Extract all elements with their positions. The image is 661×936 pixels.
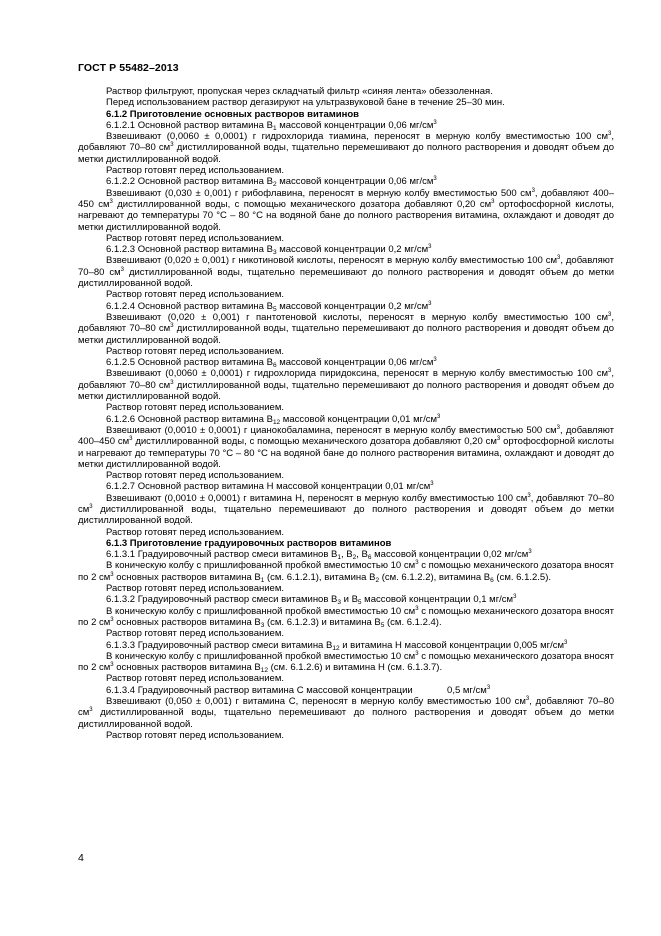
paragraph: Раствор готовят перед использованием. xyxy=(106,729,284,741)
section-heading: 6.1.3 Приготовление градуировочных растворов витаминов xyxy=(106,537,392,549)
page-number: 4 xyxy=(78,852,84,864)
paragraph: Перед использованием раствор дегазируют на ультразвуковой бане в течение 25–30 мин. xyxy=(106,97,505,109)
document-header: ГОСТ Р 55482–2013 xyxy=(78,62,179,74)
paragraph: Раствор готовят перед использованием. xyxy=(106,289,284,301)
paragraph: В коническую колбу с пришлифованной пробкой вместимостью 10 $см^3$ с помощью механического дозатора вносят по 2 $см^3$ основных растворов витамина $B_1$ (см. 6.1.2.1), витамина $B_2$ (см. 6.1.2.2), витамина $B_6$ (см. 6.1.2.5). xyxy=(78,560,615,584)
paragraph: Раствор готовят перед использованием. xyxy=(106,345,284,357)
paragraph: 6.1.2.1 Основной раствор витамина $B_1$ массовой концентрации 0,06 $мг/см^3$ xyxy=(106,119,437,132)
paragraph: 6.1.3.4 Градуировочный раствор витамина C массовой концентрации 0,5 $мг/см^3$ xyxy=(106,684,491,696)
paragraph: 6.1.2.5 Основной раствор витамина $B_6$ массовой концентрации 0,06 $мг/см^3$ xyxy=(106,357,437,370)
paragraph: Раствор готовят перед использованием. xyxy=(106,165,284,177)
paragraph: В коническую колбу с пришлифованной пробкой вместимостью 10 $см^3$ с помощью механического дозатора вносят по 2 $см^3$ основных растворов витамина $B_{12}$ (см. 6.1.2.6) и витамина H (см. 6.1.3.7). xyxy=(78,650,615,675)
paragraph: 6.1.2.4 Основной раствор витамина $B_5$ массовой концентрации 0,2 $мг/см^3$ xyxy=(106,300,432,313)
paragraph: 6.1.2.6 Основной раствор витамина $B_{12}$ массовой концентрации 0,01 $мг/см^3$ xyxy=(106,413,441,426)
paragraph: 6.1.2.3 Основной раствор витамина $B_3$ массовой концентрации 0,2 $мг/см^3$ xyxy=(106,244,432,257)
paragraph: Раствор готовят перед использованием. xyxy=(106,232,284,244)
paragraph: Взвешивают (0,020 ± 0,001) г пантотеновой кислоты, переносят в мерную колбу вместимостью 100 $см^3$, добавляют 70–80 $см^3$ дистиллированной воды, тщательно перемешивают до полного растворения и доводят объем до метки дистиллированной водой. xyxy=(78,311,614,346)
paragraph: 6.1.2.2 Основной раствор витамина $B_2$ массовой концентрации 0,06 $мг/см^3$ xyxy=(106,176,437,189)
paragraph: 6.1.2.7 Основной раствор витамина H массовой концентрации 0,01 $мг/см^3$ xyxy=(106,481,434,493)
paragraph: Взвешивают (0,050 ± 0,001) г витамина C, переносят в мерную колбу вместимостью 100 $см^3$, добавляют 70–80 $см^3$ дистиллированной воды, тщательно перемешивают до полного растворения и доводят объем до метки дистиллированной водой. xyxy=(78,696,614,730)
paragraph: 6.1.3.1 Градуировочный раствор смеси витаминов $B_1$, $B_2$, $B_6$ массовой концентрации 0,02 $мг/см^3$ xyxy=(106,549,532,562)
paragraph: Взвешивают (0,0060 ± 0,0001) г гидрохлорида пиридоксина, переносят в мерную колбу вместимостью 100 $см^3$, добавляют 70–80 $см^3$ дистиллированной воды, тщательно перемешивают до полного растворения и доводят объем до метки дистиллированной водой. xyxy=(78,368,614,403)
paragraph: Взвешивают (0,030 ± 0,001) г рибофлавина, переносят в мерную колбу вместимостью 500 $см^3$, добавляют 400–450 $см^3$ дистиллированной воды, с помощью механического дозатора добавляют 0,20 $см^3$ ортофосфорной кислоты, нагревают до температуры 70 °С – 80 °С на водяной бане до полного растворения витамина, охлаждают и доводят до метки дистиллированной водой. xyxy=(78,187,614,233)
paragraph: 6.1.3.2 Градуировочный раствор смеси витаминов $B_3$ и $B_5$ массовой концентрации 0,1 $мг/см^3$ xyxy=(106,594,517,607)
paragraph: Взвешивают (0,0060 ± 0,0001) г гидрохлорида тиамина, переносят в мерную колбу вместимостью 100 $см^3$, добавляют 70–80 $см^3$ дистиллированной воды, тщательно перемешивают до полного растворения и доводят объем до метки дистиллированной водой. xyxy=(78,131,614,165)
paragraph: Раствор готовят перед использованием. xyxy=(106,526,284,538)
paragraph: Раствор готовят перед использованием. xyxy=(106,673,284,685)
paragraph: 6.1.3.3 Градуировочный раствор смеси витамина $B_{12}$ и витамина H массовой концентрации 0,005 $мг/см^3$ xyxy=(106,639,568,652)
paragraph: Раствор готовят перед использованием. xyxy=(106,402,284,414)
paragraph: Раствор фильтруют, пропуская через складчатый фильтр «синяя лента» обеззоленная. xyxy=(106,86,493,97)
paragraph: Взвешивают (0,0010 ± 0,0001) г цианокобаламина, переносят в мерную колбу вместимостью 500 $см^3$, добавляют 400–450 $см^3$ дистиллированной воды, с помощью механического дозатора добавляют 0,20 $см^3$ ортофосфорной кислоты и нагревают до температуры 70 °С – 80 °С на водяной бане до полного растворения витамина, охлаждают и доводят до метки дистиллированной водой. xyxy=(78,424,614,470)
paragraph: Раствор готовят перед использованием. xyxy=(106,628,284,640)
paragraph: В коническую колбу с пришлифованной пробкой вместимостью 10 $см^3$ с помощью механического дозатора вносят по 2 $см^3$ основных растворов витамина $B_3$ (см. 6.1.2.3) и витамина $B_5$ (см. 6.1.2.4). xyxy=(78,605,615,629)
paragraph: Раствор готовят перед использованием. xyxy=(106,583,284,595)
document-body xyxy=(78,86,614,741)
paragraph: Взвешивают (0,0010 ± 0,0001) г витамина H, переносят в мерную колбу вместимостью 100 $см^3$, добавляют 70–80 $см^3$ дистиллированной воды, тщательно перемешивают до полного растворения и доводят объем до метки дистиллированной водой. xyxy=(78,492,615,527)
paragraph: Раствор готовят перед использованием. xyxy=(106,470,284,482)
paragraph: Взвешивают (0,020 ± 0,001) г никотиновой кислоты, переносят в мерную колбу вместимостью 100 $см^3$, добавляют 70–80 $см^3$ дистиллированной воды, тщательно перемешивают до полного растворения и доводят объем до метки дистиллированной водой. xyxy=(78,255,614,290)
section-heading: 6.1.2 Приготовление основных растворов витаминов xyxy=(106,108,359,120)
